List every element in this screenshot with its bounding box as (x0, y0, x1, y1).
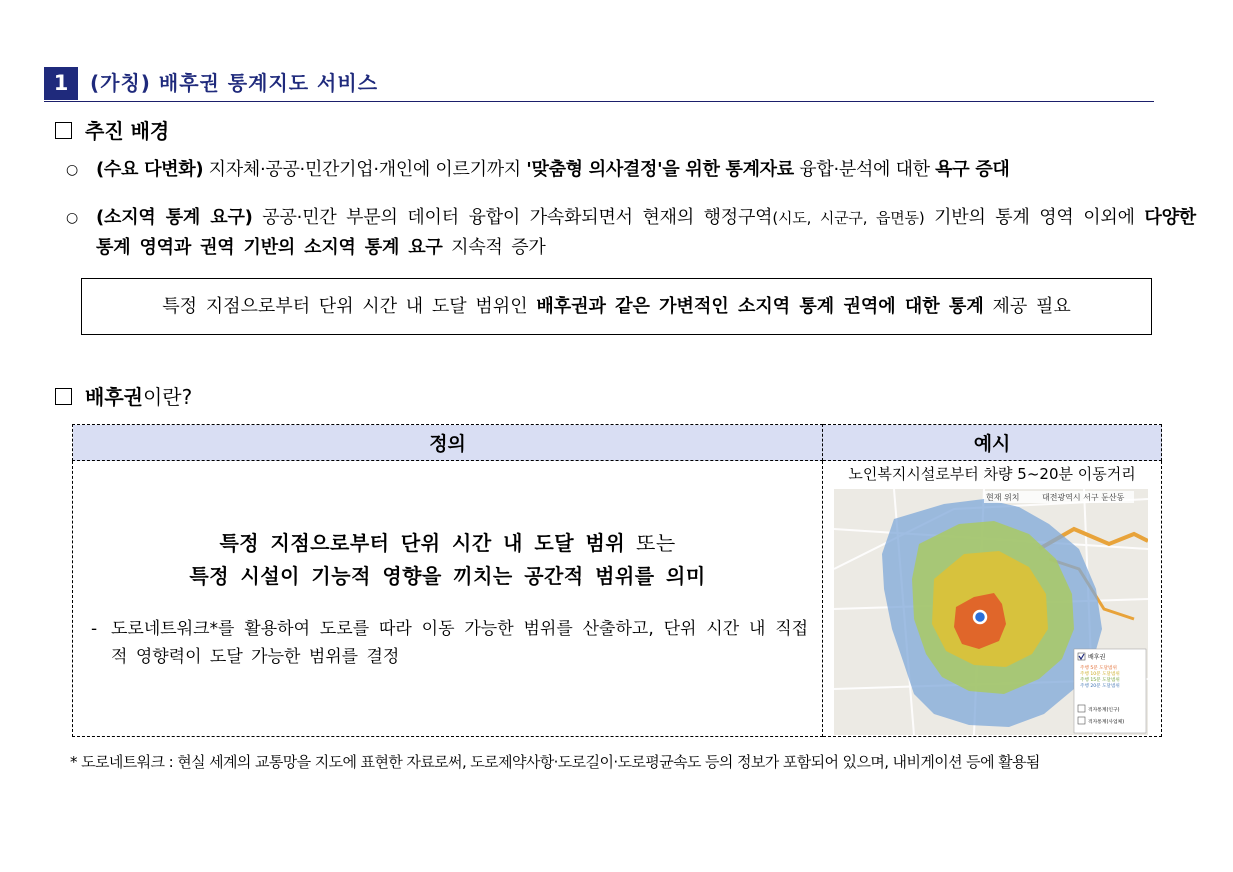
bullet2-text-c: 지속적 증가 (442, 237, 546, 258)
bullet1-text-b: 융합·분석에 대한 (793, 159, 936, 180)
column-header-definition: 정의 (73, 425, 823, 461)
bullet-demand-diversification (66, 155, 1196, 185)
example-caption: 노인복지시설로부터 차량 5~20분 이동거리 (848, 465, 1136, 483)
bullet1-text-a: 지자체·공공·민간기업·개인에 이르기까지 (203, 159, 527, 180)
bullet2-text-a: 공공·민간 부문의 데이터 융합이 가속화되면서 현재의 행정구역 (252, 207, 773, 228)
definition-detail (91, 615, 808, 671)
legend-20min: 주행 20분 도달범위 (1080, 684, 1120, 689)
section-number: 1 (44, 67, 78, 100)
legend-title: 배후권 (1088, 654, 1106, 661)
bullet2-admin-note: (시도, 시군구, 읍면동) (772, 209, 925, 227)
definition-table (72, 424, 1162, 737)
bullet2-emphasis: 다양한 통계 영역과 권역 기반의 소지역 통계 요구 (96, 207, 1196, 258)
legend-checkbox-icon[interactable] (1078, 705, 1085, 712)
example-cell (823, 461, 1162, 737)
legend-option-population: 격자통계(인구) (1088, 708, 1120, 713)
legend-15min: 주행 15분 도달범위 (1080, 678, 1120, 683)
legend-10min: 주행 10분 도달범위 (1080, 672, 1120, 677)
circle-bullet-icon: ○ (66, 210, 79, 226)
whatis-heading (55, 384, 192, 410)
map-label-address: 대전광역시 서구 둔산동 (1042, 493, 1125, 502)
definition-line1-bold: 특정 지점으로부터 단위 시간 내 도달 범위 (219, 531, 626, 555)
checkbox-square-icon (55, 388, 72, 405)
whatis-heading-bold: 배후권 (85, 385, 143, 409)
definition-main (73, 527, 822, 593)
bullet1-emphasis-b: 욕구 증대 (935, 159, 1010, 180)
definition-table-header (73, 425, 1162, 461)
dash-bullet-icon: - (91, 619, 98, 639)
map-label-current: 현재 위치 (986, 493, 1020, 502)
box-text-a: 특정 지점으로부터 단위 시간 내 도달 범위인 (162, 296, 537, 317)
catchment-map (834, 489, 1148, 735)
section-title: (가칭) 배후권 통계지도 서비스 (90, 71, 379, 95)
bullet2-text-b: 기반의 통계 영역 이외에 (924, 207, 1145, 228)
definition-line1-rest: 또는 (625, 531, 676, 555)
legend-option-business: 격자통계(사업체) (1088, 720, 1125, 725)
whatis-heading-rest: 이란? (142, 385, 193, 409)
bullet2-label: (소지역 통계 요구) (96, 207, 253, 228)
checkbox-square-icon (55, 122, 72, 139)
definition-cell (73, 461, 823, 737)
bullet1-label: (수요 다변화) (96, 159, 204, 180)
background-heading-text: 추진 배경 (85, 119, 170, 143)
definition-table-row (73, 461, 1162, 737)
definition-detail-text: 도로네트워크*를 활용하여 도로를 따라 이동 가능한 범위를 산출하고, 단위 시간 내 직접적 영향력이 도달 가능한 범위를 결정 (111, 619, 809, 667)
legend-5min: 주행 5분 도달범위 (1080, 666, 1118, 671)
box-text-b: 제공 필요 (983, 296, 1071, 317)
box-emphasis: 배후권과 같은 가변적인 소지역 통계 권역에 대한 통계 (536, 296, 984, 317)
section-header (44, 66, 1154, 102)
legend-checkbox-icon[interactable] (1078, 717, 1085, 724)
definition-line2: 특정 시설이 기능적 영향을 끼치는 공간적 범위를 의미 (189, 564, 706, 588)
circle-bullet-icon: ○ (66, 162, 78, 178)
footnote: * 도로네트워크 : 현실 세계의 교통망을 지도에 표현한 자료로써, 도로제약사항·도로길이·도로평균속도 등의 정보가 포함되어 있으며, 내비게이션 등에 활용됨 (70, 753, 1040, 771)
conclusion-box (81, 278, 1152, 335)
background-heading (55, 118, 169, 144)
column-header-example: 예시 (823, 425, 1162, 461)
bullet1-emphasis-a: '맞춤형 의사결정'을 위한 통계자료 (526, 159, 794, 180)
map-legend (1074, 649, 1146, 733)
center-location-icon (974, 611, 986, 623)
bullet-small-area-demand (66, 203, 1196, 263)
